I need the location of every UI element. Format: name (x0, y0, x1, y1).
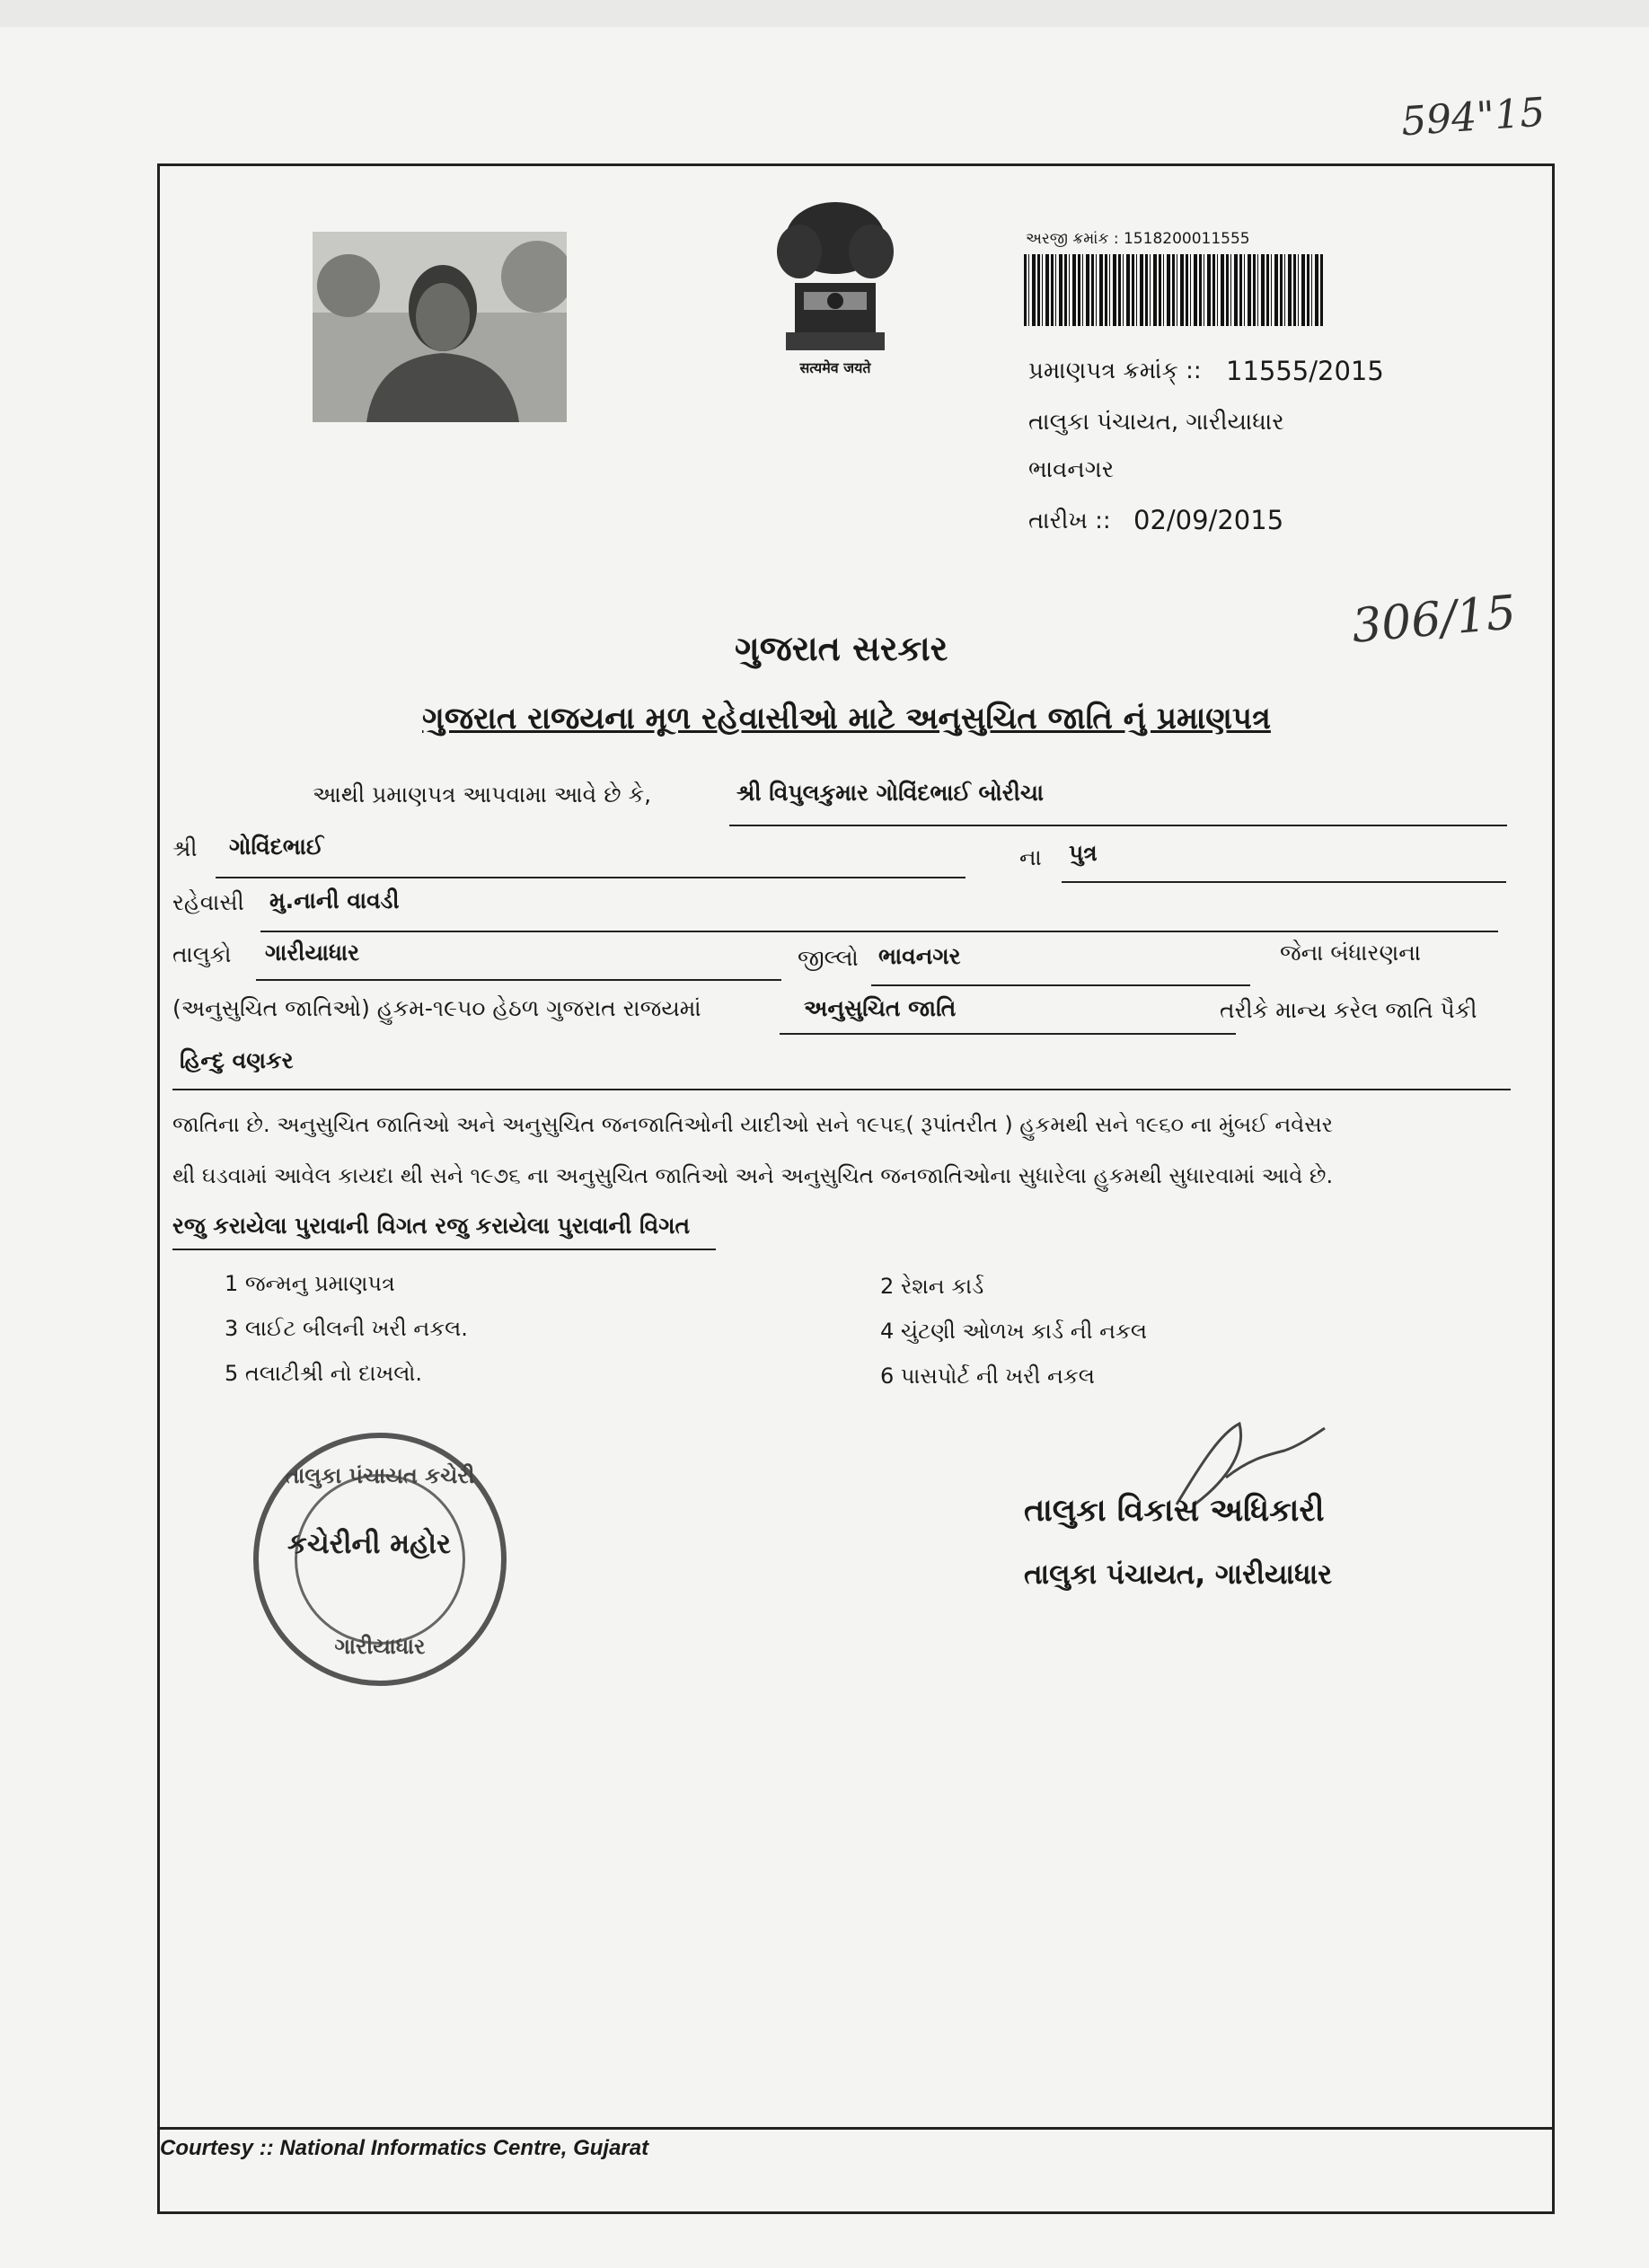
scan-edge (0, 0, 1649, 27)
village-underline (260, 931, 1498, 932)
seal-top-text: તાલુકા પંચાયત કચેરી (285, 1463, 475, 1488)
intro-text: આથી પ્રમાણપત્ર આપવામા આવે છે કે, (313, 781, 652, 807)
certificate-number-label: પ્રમાણપત્ર ક્રમાંક્ :: (1028, 357, 1202, 384)
district-label: જીલ્લો (798, 945, 859, 971)
category: અનુસુચિત જાતિ (804, 995, 957, 1021)
na-label: ના (1019, 844, 1042, 870)
issue-date: 02/09/2015 (1133, 505, 1284, 535)
applicant-name-underline (729, 825, 1507, 826)
recognized-text: તરીકે માન્ય કરેલ જાતિ પૈકી (1220, 997, 1477, 1023)
application-number: અરજી ક્રમાંક : 1518200011555 (1026, 230, 1250, 248)
father-name: ગોવિંદભાઈ (229, 834, 324, 860)
barcode (1024, 254, 1325, 326)
issuing-office: તાલુકા પંચાયત, ગારીયાધાર (1028, 409, 1284, 436)
issuing-district: ભાવનગર (1028, 456, 1115, 483)
resident-label: રહેવાસી (172, 889, 244, 915)
seal-center-text: કચેરીની મહોર (287, 1528, 452, 1560)
national-emblem-icon (763, 198, 907, 386)
taluka: ગારીયાધાર (265, 940, 360, 966)
paragraph-line-1: જાતિના છે. અનુસુચિત જાતિઓ અને અનુસુચિત જનજાતિઓની યાદીઓ સને ૧૯૫૬( રૂપાંતરીત ) હુકમથી સને ૧૯૬૦ ના મુંબઈ નવેસર (172, 1112, 1334, 1137)
district: ભાવનગર (878, 943, 961, 969)
father-name-underline (216, 877, 966, 878)
document-item: 4 ચુંટણી ઓળખ કાર્ડ ની નકલ (880, 1319, 1148, 1344)
documents-heading-underline (172, 1249, 716, 1250)
certificate-number: 11555/2015 (1226, 356, 1384, 386)
document-item: 6 પાસપોર્ટ ની ખરી નકલ (880, 1363, 1095, 1389)
emblem-motto: सत्यमेव जयते (799, 359, 871, 376)
paragraph-line-2: થી ઘડવામાં આવેલ કાયદા થી સને ૧૯૭૬ ના અનુસુચિત જાતિઓ અને અનુસુચિત જનજાતિઓના સુધારેલા હુકમથી સુધારવામાં આવે છે. (172, 1163, 1334, 1188)
shri-label: શ્રી (172, 835, 198, 861)
order-text: (અનુસુચિત જાતિઓ) હુકમ-૧૯૫૦ હેઠળ ગુજરાત રાજયમાં (172, 995, 701, 1021)
village: મુ.નાની વાવડી (269, 887, 400, 913)
caste-underline (172, 1089, 1511, 1090)
date-label: તારીખ :: (1028, 507, 1111, 534)
government-title: ગુજરાત સરકાર (735, 629, 948, 668)
caste: હિન્દુ વણકર (180, 1047, 294, 1073)
office-seal (253, 1433, 507, 1686)
taluka-underline (256, 979, 781, 981)
document-item: 1 જન્મનુ પ્રમાણપત્ર (225, 1271, 395, 1296)
document-item: 3 લાઈટ બીલની ખરી નકલ. (225, 1316, 468, 1341)
taluka-label: તાલુકો (172, 941, 232, 967)
document-item: 2 રેશન કાર્ડ (880, 1274, 984, 1299)
certificate-title: ગુજરાત રાજયના મૂળ રહેવાસીઓ માટે અનુસુચિત જાતિ નું પ્રમાણપત્ર (422, 701, 1271, 737)
seal-bottom-text: ગારીયાધાર (334, 1634, 426, 1659)
category-underline (780, 1033, 1236, 1035)
signatory-designation: તાલુકા વિકાસ અધિકારી (1024, 1493, 1325, 1529)
documents-heading: રજુ કરાયેલા પુરાવાની વિગત રજુ કરાયેલા પુરાવાની વિગત (172, 1213, 691, 1239)
signatory-office: તાલુકા પંચાયત, ગારીયાધાર (1024, 1558, 1333, 1591)
handwritten-top-number: 594"15 (1399, 89, 1547, 146)
footer-rule (157, 2127, 1555, 2130)
handwritten-mid-number: 306/15 (1349, 586, 1519, 654)
courtesy-text: Courtesy :: National Informatics Centre, Gujarat (160, 2136, 649, 2160)
document-item: 5 તલાટીશ્રી નો દાખલો. (225, 1361, 423, 1386)
district-underline (871, 984, 1250, 986)
constitution-text: જેના બંધારણના (1280, 940, 1422, 966)
applicant-name: શ્રી વિપુલકુમાર ગોવિંદભાઈ બોરીચા (736, 780, 1044, 806)
certificate-frame (157, 163, 1555, 2214)
relation: પુત્ર (1069, 840, 1098, 866)
applicant-photo (313, 232, 567, 422)
relation-underline (1062, 881, 1506, 883)
